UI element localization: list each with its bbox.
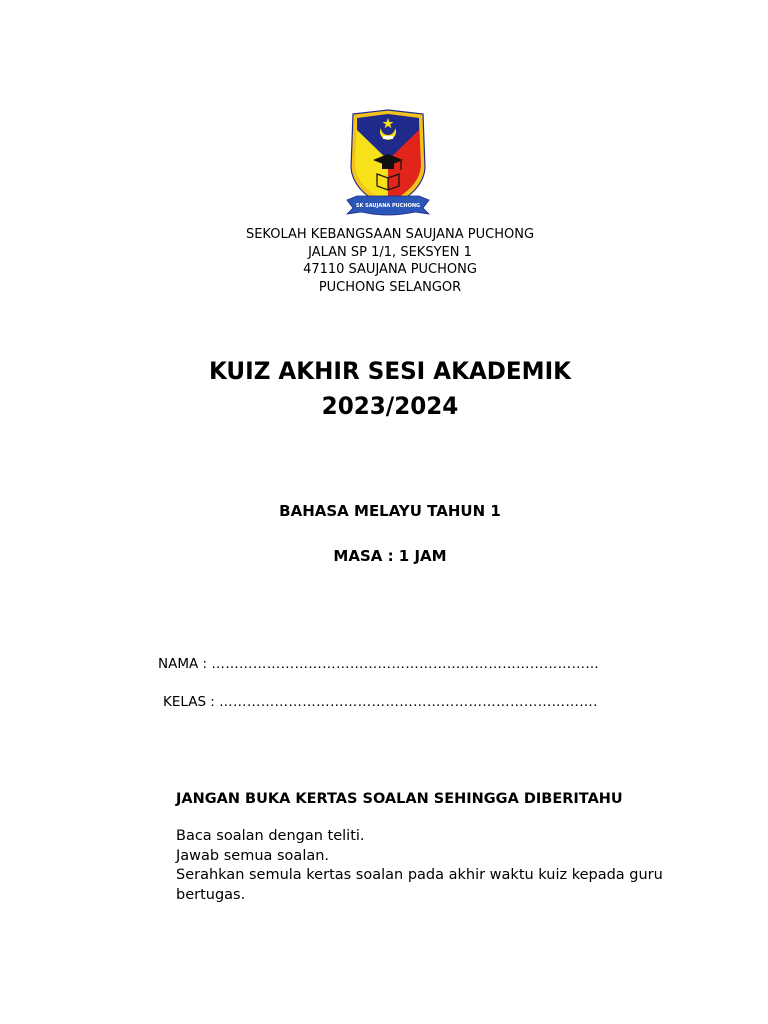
name-blank-line: ………………………………………………………………………… [211,656,600,672]
exam-subject: BAHASA MELAYU TAHUN 1 [279,502,501,520]
instruction-line: bertugas. [176,886,246,903]
instruction-line: Baca soalan dengan teliti. [176,828,365,844]
class-blank-line: ………………………………………………………………………. [219,694,598,710]
exam-title [16,354,765,424]
name-field [158,655,621,673]
name-label: NAMA : [158,656,212,672]
crest-ribbon-text: SK SAUJANA PUCHONG [355,203,421,209]
exam-title-line1: KUIZ AKHIR SESI AKADEMIK [208,357,572,385]
school-address [0,226,768,296]
exam-title-line2: 2023/2024 [321,392,459,420]
warning-heading: JANGAN BUKA KERTAS SOALAN SEHINGGA DIBERITAHU [176,791,623,807]
exam-duration: MASA : 1 JAM [333,547,447,565]
school-street: JALAN SP 1/1, SEKSYEN 1 [308,244,472,260]
school-postcode-city: 47110 SAUJANA PUCHONG [303,262,477,278]
school-name: SEKOLAH KEBANGSAAN SAUJANA PUCHONG [245,227,535,242]
class-label: KELAS : [163,694,220,710]
instruction-line: Serahkan semula kertas soalan pada akhir waktu kuiz kepada guru [176,867,663,883]
instruction-line: Jawab semua soalan. [176,847,330,864]
class-field [163,693,621,711]
school-state: PUCHONG SELANGOR [318,279,462,295]
instructions-list [176,827,696,905]
school-crest-logo [343,108,433,218]
